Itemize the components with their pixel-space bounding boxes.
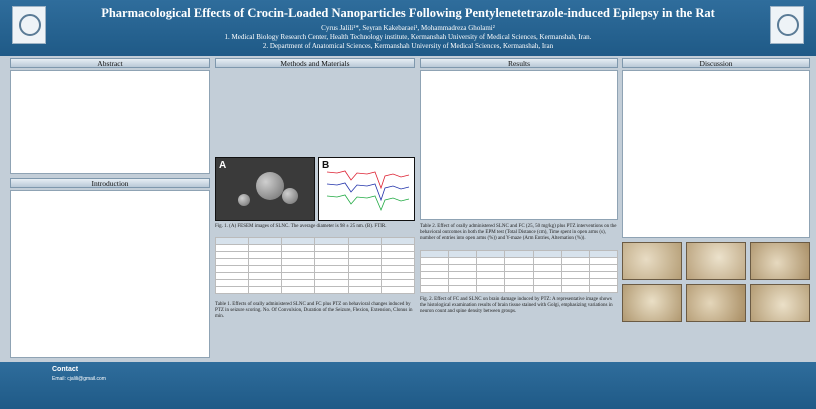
methods-text bbox=[215, 70, 415, 74]
golgi-micrograph-1 bbox=[622, 242, 682, 280]
figure-1-caption: Fig. 1. (A) FESEM images of SLNC. The average diameter is 98 ± 25 nm. (B). FTIR. bbox=[215, 224, 387, 229]
discussion-header: Discussion bbox=[622, 58, 810, 68]
golgi-micrograph-6 bbox=[750, 284, 810, 322]
discussion-box bbox=[622, 70, 810, 238]
contact-title: Contact bbox=[52, 366, 79, 373]
poster-title: Pharmacological Effects of Crocin-Loaded Nanoparticles Following Pentylenetetrazole-induced Epilepsy in the Rat bbox=[101, 6, 715, 20]
figure-2-caption: Fig. 2. Effect of FC and SLNC on brain damage induced by PTZ: A representative image shows the histological examination results of brain tissue stained with Golgi, emphasizing variations in neuron count and spine density between groups. bbox=[420, 297, 613, 314]
results-text bbox=[421, 71, 617, 75]
figure-1b-ftir-chart bbox=[318, 157, 415, 221]
introduction-header: Introduction bbox=[10, 178, 210, 188]
contact-footer bbox=[0, 362, 816, 409]
golgi-micrograph-2 bbox=[686, 242, 746, 280]
introduction-box bbox=[10, 190, 210, 358]
table-2 bbox=[420, 250, 618, 293]
abstract-text bbox=[11, 71, 209, 75]
affiliation-2: 2. Department of Anatomical Sciences, Kermanshah University of Medical Sciences, Kermanshah, Iran bbox=[262, 42, 554, 50]
university-logo-right bbox=[770, 6, 804, 44]
abstract-box bbox=[10, 70, 210, 174]
methods-box bbox=[215, 70, 415, 154]
golgi-micrograph-4 bbox=[622, 284, 682, 322]
university-logo-left bbox=[12, 6, 46, 44]
introduction-text bbox=[11, 191, 209, 195]
table-1-caption: Table 1. Effects of orally administered SLNC and FC plus PTZ on behavioral changes induced by PTZ in seizure scoring. No. Of Convulsion, Duration of the Seizure, Flexion, Extension, Clonus in min. bbox=[215, 302, 413, 319]
table-1 bbox=[215, 237, 415, 294]
author-list: Cyrus Jalili¹*, Seyran Kakebaraei¹, Mohammadreza Gholami² bbox=[321, 24, 495, 32]
ftir-spectrum-lines bbox=[319, 158, 414, 220]
title-banner bbox=[0, 0, 816, 56]
abstract-header: Abstract bbox=[10, 58, 210, 68]
results-header: Results bbox=[420, 58, 618, 68]
golgi-micrograph-3 bbox=[750, 242, 810, 280]
figure-1a-label: A bbox=[219, 160, 227, 171]
results-box bbox=[420, 70, 618, 220]
golgi-micrograph-5 bbox=[686, 284, 746, 322]
methods-header: Methods and Materials bbox=[215, 58, 415, 68]
contact-email: Email: cjalili@gmail.com bbox=[52, 376, 106, 382]
figure-1a-fesem-image bbox=[215, 157, 315, 221]
figure-1b-label: B bbox=[322, 160, 330, 171]
affiliation-1: 1. Medical Biology Research Center, Health Technology institute, Kermanshah University of Medical Sciences, Kermanshah, Iran. bbox=[224, 33, 592, 41]
table-2-caption: Table 2. Effect of orally administered SLNC and FC (25, 50 mg/kg) plus PTZ interventions on the behavioral outcomes in both the EPM test (Total Distance (cm), Time spent in open arms (s), number of entries into open arms (%)) and Y-maze (Arm Entries, Alternation (%)). bbox=[420, 224, 617, 241]
discussion-text bbox=[623, 71, 809, 75]
